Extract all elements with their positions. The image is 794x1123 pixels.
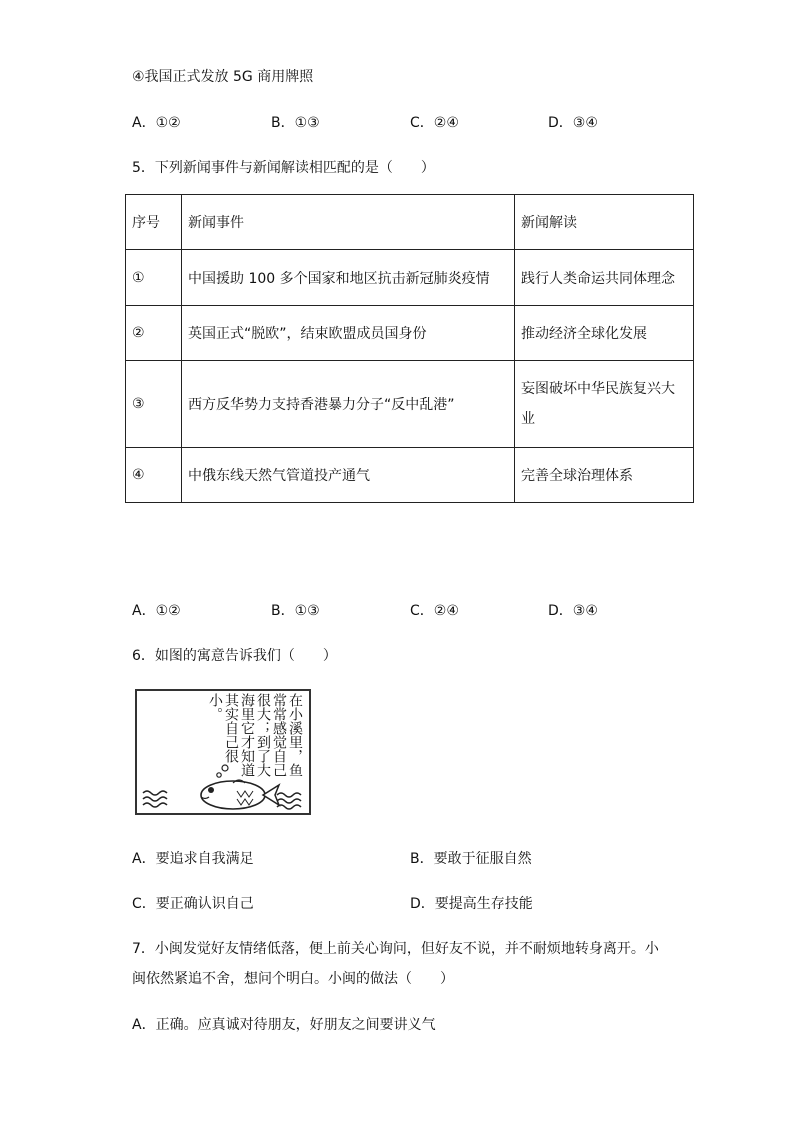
news-table (125, 194, 694, 503)
q6-option-a: A．要追求自我满足 (132, 851, 254, 867)
q4-option-d: D．③④ (548, 115, 598, 131)
row-event: 中国援助 100 多个国家和地区抗击新冠肺炎疫情 (182, 250, 515, 306)
row-reading: 完善全球治理体系 (515, 448, 694, 503)
q6-option-c: C．要正确认识自己 (132, 896, 254, 912)
fish-cartoon-figure (135, 689, 311, 815)
q6-stem: 6．如图的寓意告诉我们（ ） (132, 648, 337, 664)
q4-option-b: B．①③ (271, 115, 320, 131)
q4-option-c: C．②④ (410, 115, 459, 131)
q6-option-b: B．要敢于征服自然 (410, 851, 532, 867)
cartoon-caption: 在小溪里，鱼常常感觉自己很大；到了大海里它才知道其实自己很小。 (207, 693, 303, 777)
fish-illustration (137, 691, 309, 813)
table-row (126, 361, 694, 448)
q5-option-b: B．①③ (271, 603, 320, 619)
table-row (126, 306, 694, 361)
q7-option-a: A．正确。应真诚对待朋友，好朋友之间要讲义气 (132, 1017, 436, 1033)
q5-option-d: D．③④ (548, 603, 598, 619)
q4-item-4: ④我国正式发放 5G 商用牌照 (132, 69, 314, 85)
q7-stem-line-2: 闽依然紧追不舍，想问个明白。小闽的做法（ ） (132, 971, 454, 987)
row-event: 英国正式“脱欧”，结束欧盟成员国身份 (182, 306, 515, 361)
q5-option-c: C．②④ (410, 603, 459, 619)
q4-option-a: A．①② (132, 115, 181, 131)
q5-stem: 5．下列新闻事件与新闻解读相匹配的是（ ） (132, 160, 435, 176)
q7-stem-line-1: 7．小闽发觉好友情绪低落，便上前关心询问，但好友不说，并不耐烦地转身离开。小 (132, 941, 659, 957)
row-num: ② (126, 306, 182, 361)
header-reading: 新闻解读 (515, 195, 694, 250)
table-row (126, 250, 694, 306)
row-num: ④ (126, 448, 182, 503)
table-header-row (126, 195, 694, 250)
q5-option-a: A．①② (132, 603, 181, 619)
row-event: 中俄东线天然气管道投产通气 (182, 448, 515, 503)
header-event: 新闻事件 (182, 195, 515, 250)
row-num: ① (126, 250, 182, 306)
q6-option-d: D．要提高生存技能 (410, 896, 533, 912)
row-reading: 推动经济全球化发展 (515, 306, 694, 361)
row-reading: 践行人类命运共同体理念 (515, 250, 694, 306)
row-event: 西方反华势力支持香港暴力分子“反中乱港” (182, 361, 515, 448)
row-num: ③ (126, 361, 182, 448)
header-num: 序号 (126, 195, 182, 250)
row-reading: 妄图破坏中华民族复兴大业 (515, 361, 694, 448)
table-row (126, 448, 694, 503)
